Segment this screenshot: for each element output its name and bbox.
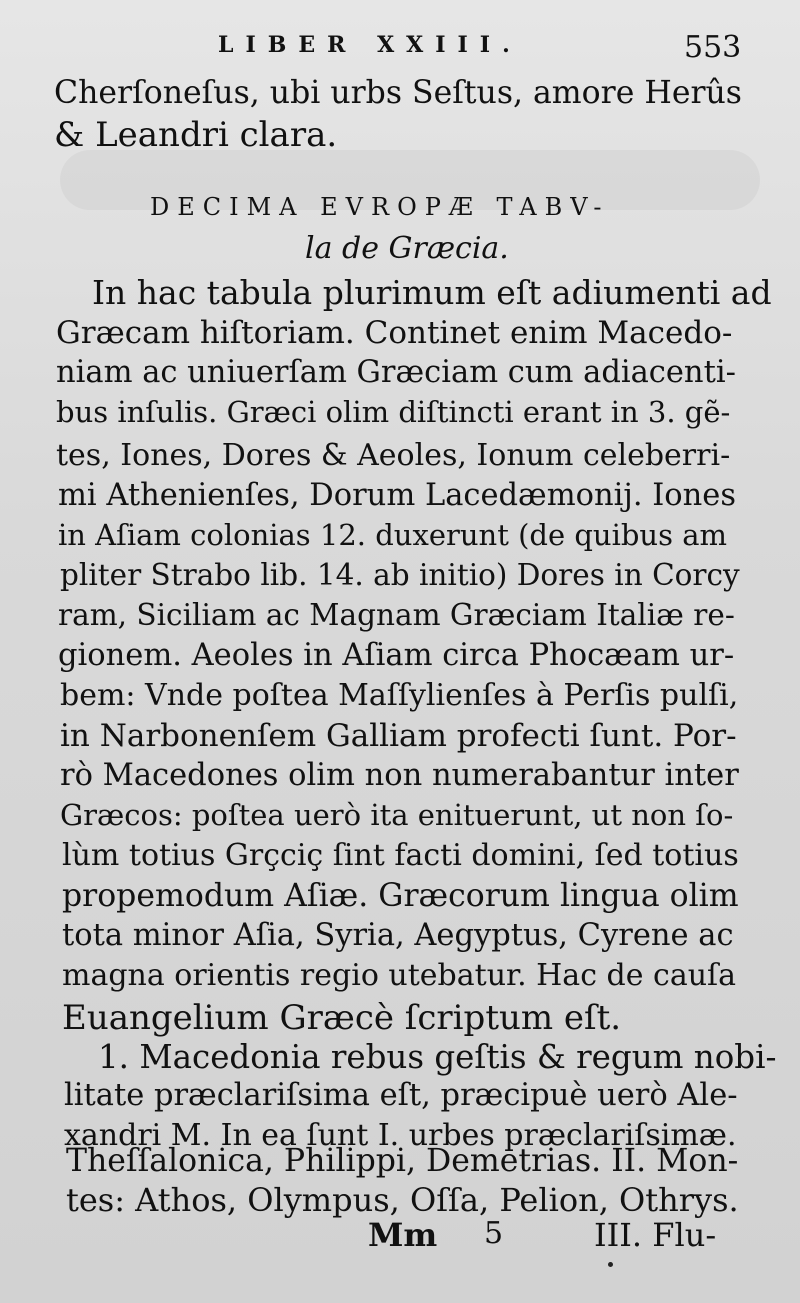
running-title: LIBER XXIII. (218, 32, 522, 58)
body-line: gionem. Aeoles in Aſiam circa Phocæam ur- (58, 638, 735, 673)
body-line: niam ac uniuerſam Græciam cum adiacenti- (56, 355, 736, 390)
section-heading-line-1: DECIMA EVROPÆ TABV- (150, 193, 610, 221)
body-line: tes, Iones, Dores & Aeoles, Ionum celeberri- (56, 438, 731, 473)
intro-line: Cherſoneſus, ubi urbs Seſtus, amore Herûs (54, 75, 742, 111)
body-line: mi Athenienſes, Dorum Lacedæmonij. Iones (58, 478, 736, 513)
body-line: pliter Strabo lib. 14. ab initio) Dores in Corcy (60, 558, 740, 592)
body-line: propemodum Aſiæ. Græcorum lingua olim (62, 878, 739, 914)
section-heading-line-2: la de Græcia. (305, 231, 509, 266)
body-line: in Narbonenſem Galliam profecti ſunt. Por- (60, 718, 737, 754)
body-line: ram, Siciliam ac Magnam Græciam Italiæ re- (58, 598, 735, 632)
body-line: tota minor Aſia, Syria, Aegyptus, Cyrene ac (62, 918, 734, 953)
body-line: xandri M. In ea ſunt I. urbes præclariſsimæ. (64, 1118, 737, 1153)
body-line: bem: Vnde poſtea Maſſylienſes à Perſis pulſi, (60, 678, 739, 713)
body-line: litate præclariſsima eſt, præcipuè uerò Ale- (64, 1078, 738, 1113)
page-number: 553 (684, 30, 742, 65)
body-line: 1. Macedonia rebus geſtis & regum nobi- (98, 1038, 777, 1076)
body-line: Græcam hiſtoriam. Continet enim Macedo- (56, 315, 733, 351)
body-line: rò Macedones olim non numerabantur inter (60, 758, 739, 793)
body-line: magna orientis regio utebatur. Hac de cauſa (62, 958, 737, 993)
body-line: In hac tabula plurimum eſt adiumenti ad (92, 273, 772, 312)
body-line: bus inſulis. Græci olim diſtincti erant in 3. gẽ- (56, 395, 731, 429)
intro-line: & Leandri clara. (54, 115, 338, 155)
body-line: Theſſalonica, Philippi, Demetrias. II. Mon- (66, 1143, 739, 1179)
body-line: Græcos: poſtea uerò ita enituerunt, ut non ſo- (60, 798, 734, 832)
signature-number: 5 (484, 1216, 504, 1251)
body-line: tes: Athos, Olympus, Oſſa, Pelion, Othrys. (66, 1181, 739, 1219)
body-line: Euangelium Græcè ſcriptum eſt. (62, 998, 622, 1038)
catchword: III. Flu- (594, 1216, 717, 1254)
ink-dot (608, 1262, 613, 1267)
body-line: in Aſiam colonias 12. duxerunt (de quibus am (58, 518, 727, 552)
signature-mark: Mm (368, 1216, 438, 1254)
body-line: lùm totius Grçciç ſint facti domini, ſed totius (62, 838, 739, 873)
